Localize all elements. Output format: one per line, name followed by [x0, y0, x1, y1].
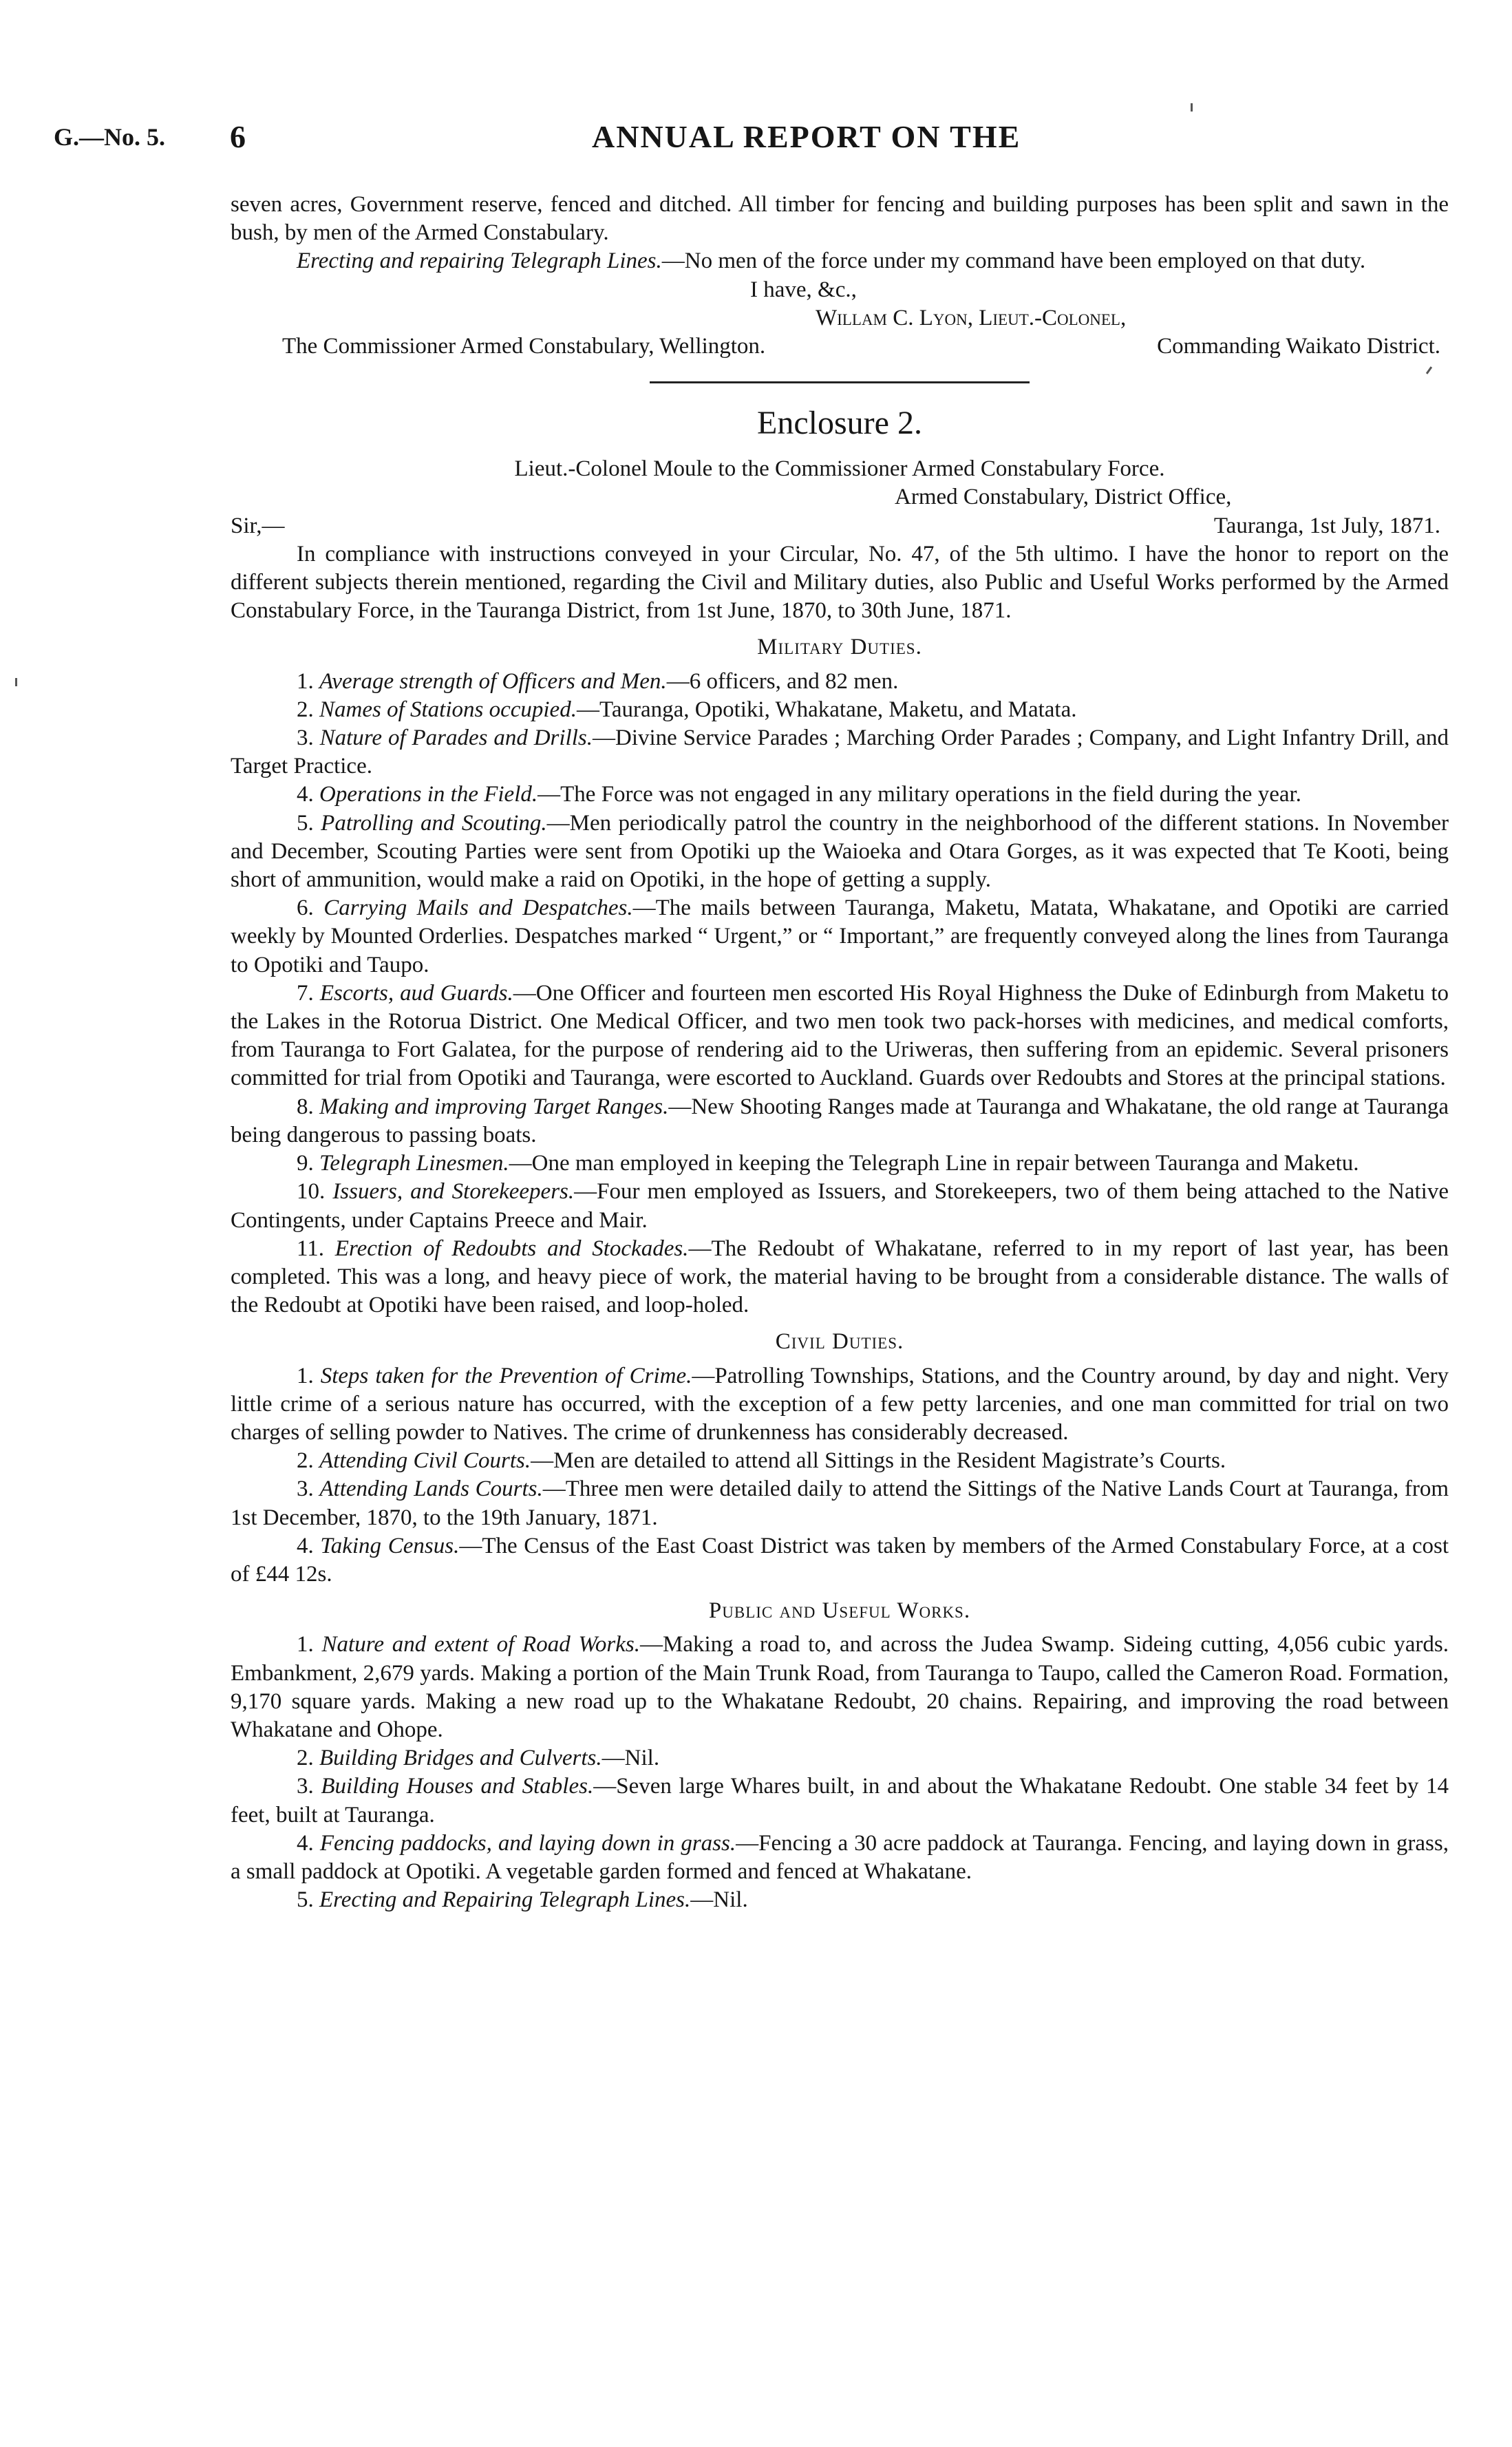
place-date: Tauranga, 1st July, 1871.: [1213, 513, 1440, 538]
item-number: 3.: [297, 1774, 314, 1799]
item-number: 3.: [297, 725, 314, 751]
addressee: The Commissioner Armed Constabulary, Wellington.: [282, 334, 766, 359]
item-title: Telegraph Linesmen.: [319, 1151, 509, 1176]
item-text: —Three men were detailed daily to attend the Sittings of the Native Lands Court at Tauranga, from 1st December, 1870, to the 19th January, 1871.: [231, 1476, 1449, 1530]
item-number: 6.: [297, 896, 314, 921]
item-text: —Seven large Whares built, in and about the Whakatane Redoubt. One stable 34 feet by 14 feet, built at Tauranga.: [231, 1774, 1449, 1828]
item-title: Building Houses and Stables.: [321, 1774, 594, 1799]
report-sections: [231, 633, 1449, 1914]
item-text: —The mails between Tauranga, Maketu, Matata, Whakatane, and Opotiki are carried weekly by Mounted Orderlies. Despatches marked “ Urgent,” or “ Important,” are frequently conveyed along the lines from Tauranga to Opotiki and Taupo.: [231, 896, 1449, 977]
section-heading: Military Duties.: [757, 635, 922, 660]
item-number: 11.: [297, 1236, 325, 1261]
item-text: —Men are detailed to attend all Sittings in the Resident Magistrate’s Courts.: [531, 1448, 1226, 1474]
item-number: 1.: [297, 668, 314, 694]
closing-line: I have, &c.,: [750, 277, 857, 302]
section-heading: Public and Useful Works.: [708, 1598, 971, 1624]
item-number: 2.: [297, 1746, 314, 1771]
report-item: [231, 1830, 1449, 1886]
report-item: [231, 1886, 1449, 1914]
item-number: 5.: [297, 810, 314, 836]
report-item: [231, 724, 1449, 781]
report-item: [231, 781, 1449, 809]
report-item: [231, 1631, 1449, 1744]
scan-mark: [1191, 103, 1193, 112]
item-title: Attending Lands Courts.: [319, 1476, 543, 1502]
enclosure-subtitle: Lieut.-Colonel Moule to the Commissioner Armed Constabulary Force.: [514, 456, 1165, 482]
intro-paragraph: seven acres, Government reserve, fenced and ditched. All timber for fencing and building purposes has been split and sawn in the bush, by men of the Armed Constabulary.: [231, 192, 1449, 246]
item-title: Nature and extent of Road Works.: [321, 1632, 641, 1657]
item-text: —The Redoubt of Whakatane, referred to in my report of last year, has been completed. This was a long, and heavy piece of work, the material having to be brought from a considerable distance. The walls of the Redoubt at Opotiki have been raised, and loop-holed.: [231, 1236, 1449, 1318]
item-title: Patrolling and Scouting.: [321, 810, 547, 836]
item-title: Erection of Redoubts and Stockades.: [334, 1236, 689, 1261]
item-number: 5.: [297, 1887, 314, 1913]
item-text: —Four men employed as Issuers, and Storekeepers, two of them being attached to the Native Contingents, under Captains Preece and Mair.: [231, 1179, 1449, 1233]
item-number: 3.: [297, 1476, 314, 1502]
report-item: [231, 1362, 1449, 1448]
report-item: [231, 1772, 1449, 1829]
item-title: Attending Civil Courts.: [319, 1448, 531, 1474]
report-item: [231, 1532, 1449, 1589]
opening-paragraph: In compliance with instructions conveyed in your Circular, No. 47, of the 5th ultimo. I have the honor to report on the different subjects therein mentioned, regarding the Civil and Military duties, also Public and Useful Works performed by the Armed Constabulary Force, in the Tauranga District, from 1st June, 1870, to 30th June, 1871.: [231, 541, 1449, 624]
report-item: [231, 894, 1449, 979]
report-item: [231, 1447, 1449, 1475]
page-body: [231, 191, 1449, 1914]
item-number: 2.: [297, 1448, 314, 1474]
salutation-row: [231, 512, 1449, 540]
report-item: [231, 809, 1449, 895]
section-heading: Civil Duties.: [775, 1329, 904, 1355]
page-header: [0, 119, 1512, 164]
item-text: —Patrolling Townships, Stations, and the Country around, by day and night. Very little crime of a serious nature has occurred, with the exception of a few petty larcenies, and one man committed for trial on two charges of selling powder to Natives. The crime of drunkenness has considerably decreased.: [231, 1363, 1449, 1445]
item-title: Nature of Parades and Drills.: [319, 725, 593, 751]
item-title: Issuers, and Storekeepers.: [332, 1179, 575, 1205]
item-title: Fencing paddocks, and laying down in grass.: [319, 1830, 736, 1856]
item-title: Building Bridges and Culverts.: [319, 1746, 602, 1771]
item-number: 7.: [297, 980, 314, 1006]
item-number: 1.: [297, 1632, 314, 1657]
report-item: [231, 979, 1449, 1093]
scan-mark: [15, 678, 17, 686]
office-line: Armed Constabulary, District Office,: [895, 485, 1232, 510]
item-number: 2.: [297, 697, 314, 722]
report-item: [231, 1093, 1449, 1150]
item-text: —One man employed in keeping the Telegraph Line in repair between Tauranga and Maketu.: [509, 1151, 1359, 1176]
item-title: Erecting and repairing Telegraph Lines.: [297, 248, 662, 274]
salutation: Sir,—: [231, 513, 285, 538]
item-text: —Making a road to, and across the Judea Swamp. Sideing cutting, 4,056 cubic yards. Embankment, 2,679 yards. Making a portion of the Main Trunk Road, from Tauranga to Taupo, called the Cameron Road. Formation, 9,170 square yards. Making a new road up to the Whakatane Redoubt, 20 chains. Repairing, and improving the road between Whakatane and Ohope.: [231, 1632, 1449, 1742]
item-text: —Men periodically patrol the country in the neighborhood of the different stations. In November and December, Scouting Parties were sent from Opotiki up the Waioeka and Otara Gorges, as it was expected that Te Kooti, being short of ammunition, would make a raid on Opotiki, in the hope of getting a supply.: [231, 810, 1449, 893]
command-title: Commanding Waikato District.: [1157, 334, 1440, 359]
item-number: 4.: [297, 1533, 314, 1558]
item-title: Carrying Mails and Despatches.: [323, 896, 633, 921]
report-item: [231, 1475, 1449, 1532]
item-text: —The Census of the East Coast District was taken by members of the Armed Constabulary Force, at a cost of £44 12s.: [231, 1533, 1449, 1587]
item-number: 1.: [297, 1363, 314, 1388]
item-title: Escorts, aud Guards.: [319, 980, 513, 1006]
item-text: —Nil.: [690, 1887, 748, 1913]
report-item: [231, 696, 1449, 724]
item-text: —6 officers, and 82 men.: [666, 668, 899, 694]
item-title: Making and improving Target Ranges.: [319, 1094, 669, 1119]
item-text: —Nil.: [601, 1746, 660, 1771]
item-text: —The Force was not engaged in any military operations in the field during the year.: [537, 782, 1301, 807]
signature-line: Willam C. Lyon, Lieut.-Colonel,: [816, 305, 1127, 330]
report-item: [231, 1744, 1449, 1772]
item-title: Taking Census.: [320, 1533, 460, 1558]
item-number: 4.: [297, 1830, 314, 1856]
section-divider: [650, 381, 1030, 383]
intro-telegraph-paragraph: [231, 247, 1449, 275]
item-number: 10.: [297, 1179, 326, 1205]
running-title: ANNUAL REPORT ON THE: [592, 119, 1021, 154]
item-text: —New Shooting Ranges made at Tauranga and Whakatane, the old range at Tauranga being dangerous to passing boats.: [231, 1094, 1449, 1147]
item-text: —One Officer and fourteen men escorted His Royal Highness the Duke of Edinburgh from Maketu to the Lakes in the Rotorua District. One Medical Officer, and two men took two pack-horses with medicines, and medical comforts, from Tauranga to Fort Galatea, for the purpose of rendering aid to the Uriweras, then suffering from an epidemic. Several prisoners committed for trial from Opotiki and Tauranga, were escorted to Auckland. Guards over Redoubts and Stores at the principal stations.: [231, 980, 1449, 1091]
document-reference: G.—No. 5.: [54, 123, 165, 151]
item-text: —Tauranga, Opotiki, Whakatane, Maketu, and Matata.: [576, 697, 1077, 722]
item-number: 4.: [297, 782, 314, 807]
item-title: Steps taken for the Prevention of Crime.: [320, 1363, 692, 1388]
item-title: Average strength of Officers and Men.: [319, 668, 667, 694]
enclosure-heading: Enclosure 2.: [757, 405, 922, 442]
item-number: 8.: [297, 1094, 314, 1119]
item-text: —No men of the force under my command have been employed on that duty.: [661, 248, 1366, 274]
report-item: [231, 1235, 1449, 1320]
report-item: [231, 1178, 1449, 1234]
item-text: —Divine Service Parades ; Marching Order Parades ; Company, and Light Infantry Drill, and Target Practice.: [231, 725, 1449, 779]
report-item: [231, 1150, 1449, 1178]
signature-footer: [231, 332, 1449, 361]
report-item: [231, 668, 1449, 696]
page-number: 6: [230, 119, 246, 154]
item-title: Names of Stations occupied.: [319, 697, 577, 722]
item-text: —Fencing a 30 acre paddock at Tauranga. Fencing, and laying down in grass, a small paddock at Opotiki. A vegetable garden formed and fenced at Whakatane.: [231, 1830, 1449, 1884]
item-title: Operations in the Field.: [319, 782, 538, 807]
item-title: Erecting and Repairing Telegraph Lines.: [319, 1887, 691, 1913]
item-number: 9.: [297, 1151, 314, 1176]
